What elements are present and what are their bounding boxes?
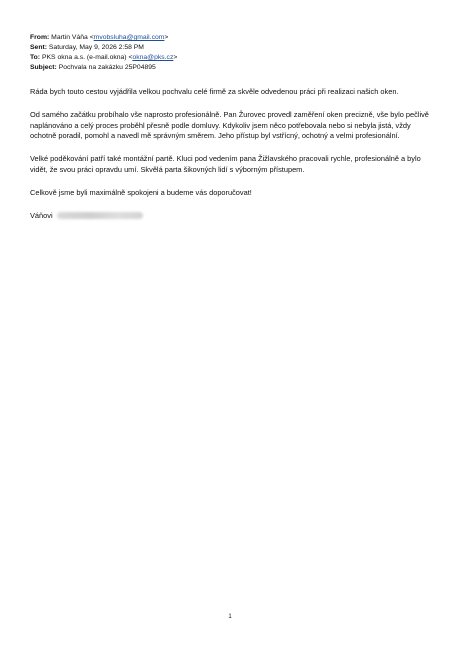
signature-name: Váňovi: [30, 210, 53, 220]
from-email-link[interactable]: mvobsluha@gmail.com: [93, 34, 165, 41]
subject-value: Pochvala na zakázku 25P04895: [58, 64, 156, 71]
to-close: >: [173, 54, 178, 61]
subject-label: Subject:: [30, 64, 57, 71]
paragraph-conclusion: Celkově jsme byli maximálně spokojeni a budeme vás doporučovat!: [30, 187, 252, 197]
subject-row: [30, 63, 177, 73]
email-header: [30, 33, 177, 73]
paragraph-installation: Velké poděkování patří také montážní partě. Kluci pod vedením pana Žižlavského pracovali rychle, profesionálně a bylo vidět, že svou práci opravdu umí. Skvělá parta šikovných lidí s výborným přístupem.: [30, 154, 421, 174]
sent-row: [30, 43, 177, 53]
to-name: PKS okna a.s. (e-mail.okna) <: [41, 54, 133, 61]
from-close: >: [164, 34, 169, 41]
sent-value: Saturday, May 9, 2026 2:58 PM: [48, 44, 144, 51]
from-row: [30, 33, 177, 43]
from-name: Martin Váňa <: [51, 34, 94, 41]
email-body: [30, 87, 435, 234]
signature: [30, 211, 435, 222]
to-email-link[interactable]: okna@pks.cz: [132, 54, 174, 61]
paragraph-measurement: Od samého začátku probíhalo vše naprosto profesionálně. Pan Žurovec provedl zaměření oken precizně, vše bylo pečlivě naplánováno a celý proces proběhl přesně podle domluvy. Kdykoliv jsem něco potřebovala nebo si nebyla jistá, vždy ochotně poradil, pomohl a navedl mě správným směrem. Jeho přístup byl vstřícný, ochotný a velmi profesionální.: [30, 110, 429, 140]
paragraph-intro: Ráda bych touto cestou vyjádřila velkou pochvalu celé firmě za skvěle odvedenou práci při realizaci našich oken.: [30, 87, 399, 96]
page-number: 1: [228, 614, 232, 620]
to-label: To:: [30, 54, 41, 61]
sent-label: Sent:: [30, 44, 47, 51]
from-label: From:: [30, 34, 50, 41]
redacted-text: [57, 212, 143, 219]
to-row: [30, 53, 177, 63]
